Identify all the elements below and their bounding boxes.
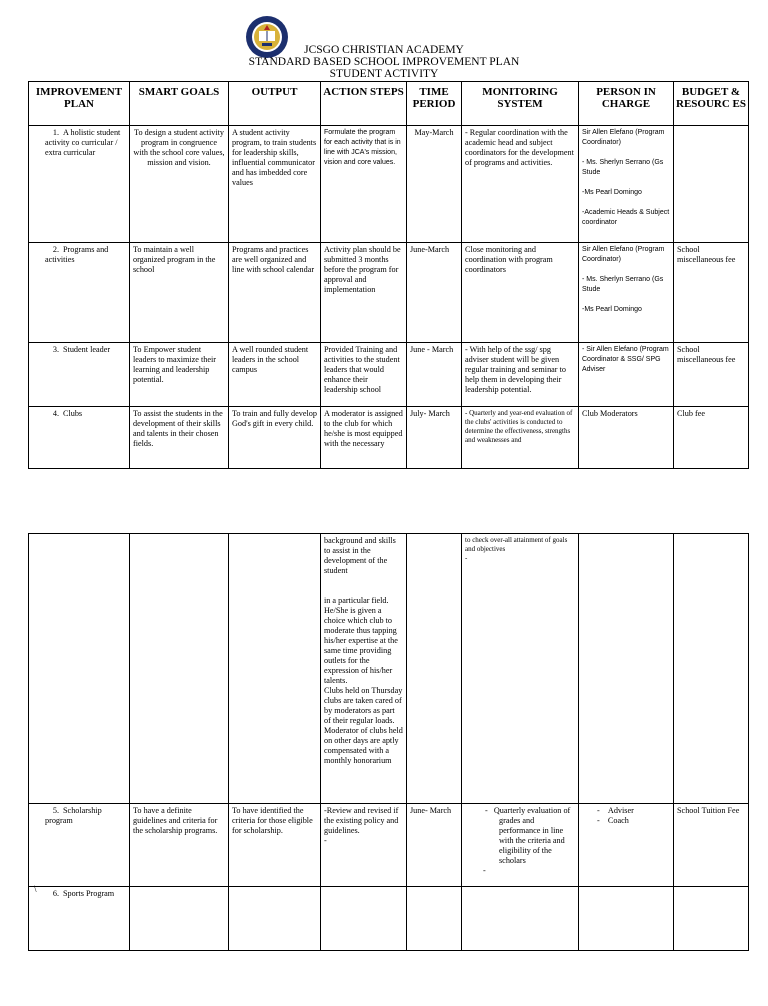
budget-cell: School miscellaneous fee	[674, 343, 749, 407]
output-cell: Programs and practices are well organized and line with school calendar	[229, 243, 321, 343]
output-cell: To have identified the criteria for those eligible for scholarship.	[229, 804, 321, 887]
row-number: 5.	[52, 806, 59, 815]
section-title: STUDENT ACTIVITY	[329, 68, 439, 80]
table-row	[29, 126, 749, 243]
person-entry: Sir Allen Elefano (Program Coordinator)	[582, 129, 665, 146]
monitoring-cell: - Regular coordination with the academic head and subject coordinators for the development of programs and activities.	[462, 126, 579, 243]
goal-cell: To have a definite guidelines and criteria for the scholarship programs.	[130, 804, 229, 887]
action-cont-line: Clubs held on Thursday clubs are taken cared of by moderators as part of their regular loads.	[324, 686, 403, 725]
column-header: TIME PERIOD	[407, 82, 462, 126]
action-dash: -	[324, 836, 327, 845]
column-header: ACTION STEPS	[321, 82, 407, 126]
table-row	[29, 343, 749, 407]
person-entry: -Ms Pearl Domingo	[582, 306, 642, 313]
table-row	[29, 887, 749, 951]
row-number: 6.	[52, 889, 59, 898]
period-cell: May-March	[407, 126, 462, 243]
action-cont-line: Moderator of clubs held on other days are aptly compensated with a monthly honorarium	[324, 726, 403, 765]
action-cell: A moderator is assigned to the club for which he/she is most equipped with the necessary	[321, 407, 407, 469]
plan-cell: Programs and activities	[45, 245, 109, 264]
row-number: 2.	[52, 245, 59, 254]
person-entry: - Sir Allen Elefano (Program Coordinator & SSG/ SPG Adviser	[582, 346, 669, 373]
person-cell: Club Moderators	[579, 407, 674, 469]
budget-cell: School Tuition Fee	[674, 804, 749, 887]
period-cell: July- March	[407, 407, 462, 469]
goal-cell: To Empower student leaders to maximize their learning and leadership potential.	[130, 343, 229, 407]
table-row-continued	[29, 534, 749, 804]
person-entry: -Ms Pearl Domingo	[582, 189, 642, 196]
improvement-plan-table	[28, 81, 749, 469]
action-cell: -Review and revised if the existing policy and guidelines.	[324, 806, 399, 835]
goal-cell: To maintain a well organized program in the school	[130, 243, 229, 343]
monitoring-dash: -	[465, 554, 468, 562]
person-entry: -Academic Heads & Subject coordinator	[582, 209, 670, 226]
monitoring-cell: Close monitoring and coordination with program coordinators	[462, 243, 579, 343]
column-header: IMPROVEMENT PLAN	[29, 82, 130, 126]
person-entry: Sir Allen Elefano (Program Coordinator)	[582, 246, 665, 263]
plan-cell: Student leader	[63, 345, 111, 354]
person-entry: Adviser	[607, 806, 634, 815]
period-cell: June- March	[407, 804, 462, 887]
column-header: OUTPUT	[229, 82, 321, 126]
school-name: JCSGO CHRISTIAN ACADEMY	[304, 44, 464, 56]
table-row	[29, 407, 749, 469]
column-header: BUDGET & RESOURC ES	[674, 82, 749, 126]
output-cell: A well rounded student leaders in the school campus	[229, 343, 321, 407]
stray-mark: \	[34, 884, 37, 894]
plan-cell: Sports Program	[63, 889, 115, 898]
table-header-row	[29, 82, 749, 126]
person-entry: - Ms. Sherlyn Serrano (Gs Stude	[582, 159, 664, 176]
table-row: 5. Scholarship program To have a definite guidelines and criteria for the scholarship programs. To have identified the criteria for those eligible for scholarship. -Review and revised if the existing policy and guidelines. - June- March - Quarterly evaluation of grades and performance in line with the criteria and eligibility of the scholars - - Adviser - Coach School Tuition Fee	[29, 804, 749, 887]
budget-cell: School miscellaneous fee	[674, 243, 749, 343]
plan-cell: Clubs	[63, 409, 83, 418]
monitoring-cont: to check over-all attainment of goals and objectives	[465, 536, 568, 553]
period-cell: June-March	[407, 243, 462, 343]
action-cell: Provided Training and activities to the student leaders that would enhance their leadership school	[321, 343, 407, 407]
period-cell: June - March	[407, 343, 462, 407]
improvement-plan-table-continued	[28, 533, 749, 951]
table-row	[29, 243, 749, 343]
plan-title: STANDARD BASED SCHOOL IMPROVEMENT PLAN	[248, 56, 520, 68]
budget-cell	[674, 126, 749, 243]
action-cont-line: background and skills to assist in the development of the student	[324, 536, 396, 575]
budget-cell: Club fee	[674, 407, 749, 469]
row-number: 1.	[52, 128, 59, 137]
goal-cell: To assist the students in the development of their skills and talents in their chosen fields.	[130, 407, 229, 469]
action-cell: Activity plan should be submitted 3 months before the program for approval and implementation	[321, 243, 407, 343]
column-header: MONITORING SYSTEM	[462, 82, 579, 126]
output-cell: A student activity program, to train students for leadership skills, influential communicator and has imbedded core values	[229, 126, 321, 243]
action-cell: Formulate the program for each activity that is in line with JCA's mission, vision and core values.	[321, 126, 407, 243]
person-entry: Coach	[607, 816, 629, 825]
row-number: 4.	[52, 409, 59, 418]
monitoring-cell: Quarterly evaluation of grades and performance in line with the criteria and eligibility of the scholars	[493, 806, 571, 865]
column-header: PERSON IN CHARGE	[579, 82, 674, 126]
output-cell: To train and fully develop God's gift in every child.	[229, 407, 321, 469]
person-entry: - Ms. Sherlyn Serrano (Gs Stude	[582, 276, 664, 293]
row-number: 3.	[52, 345, 59, 354]
column-header: SMART GOALS	[130, 82, 229, 126]
plan-cell: A holistic student activity co curricular / extra curricular	[45, 128, 121, 157]
plan-cell: Scholarship program	[45, 806, 102, 825]
monitoring-cell: - With help of the ssg/ spg adviser student will be given regular training and seminar to help them in developing their leadership potential.	[462, 343, 579, 407]
action-cont-line: in a particular field. He/She is given a choice which club to moderate thus tapping his/her expertise at the same time providing outlets for the expression of his/her talents.	[324, 596, 398, 685]
monitoring-dash: -	[483, 866, 486, 875]
monitoring-cell: - Quarterly and year-end evaluation of the clubs' activities is conducted to determine the effectiveness, strengths and weaknesses and	[462, 407, 579, 469]
goal-cell: To design a student activity program in congruence with the school core values, mission and vision.	[130, 126, 229, 243]
